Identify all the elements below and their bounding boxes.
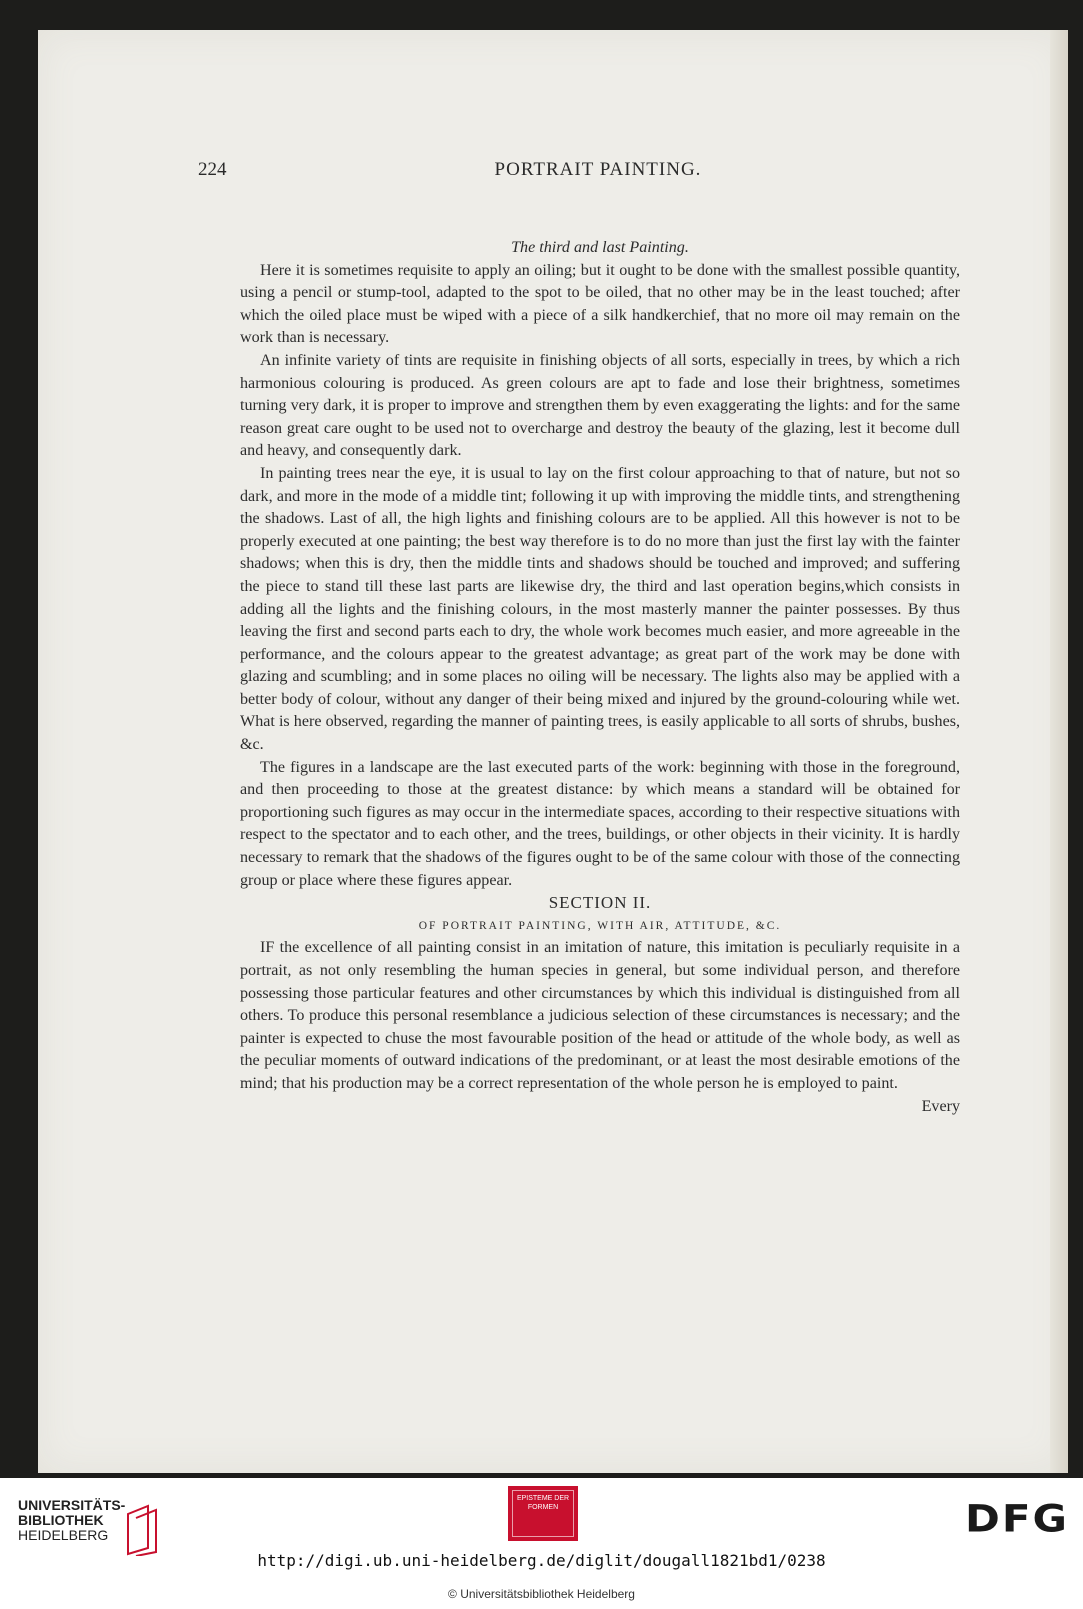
library-mark-icon (126, 1504, 166, 1556)
page-header (198, 159, 958, 199)
section-subtitle: OF PORTRAIT PAINTING, WITH AIR, ATTITUDE, &C. (418, 919, 782, 932)
page-edge (1050, 30, 1068, 1473)
body-text (240, 237, 960, 1118)
page-number: 224 (198, 159, 227, 180)
library-line-3: HEIDELBERG (18, 1527, 109, 1543)
project-logo-text: EPISTEME DER FORMEN (516, 1495, 570, 1511)
copyright-notice: © Universitätsbibliothek Heidelberg (448, 1587, 635, 1601)
project-logo-frame (512, 1490, 574, 1537)
library-name (18, 1498, 125, 1543)
library-line-1: UNIVERSITÄTS- (18, 1497, 126, 1513)
dfg-logo[interactable]: DFG (965, 1496, 1070, 1541)
project-logo[interactable] (508, 1486, 578, 1541)
library-logo[interactable] (18, 1498, 178, 1558)
subhead: The third and last Painting. (511, 239, 689, 256)
paragraph-oiling: Here it is sometimes requisite to apply an oiling; but it ought to be done with the smallest possible quantity, using a pencil or stump-tool, adapted to the spot to be oiled, that no other may be in the least touched; after which the oiled place must be wiped with a piece of a silk handkerchief, that no more oil may remain on the work than is necessary. (240, 261, 960, 347)
section-title: SECTION II. (548, 893, 652, 913)
paragraph-trees: In painting trees near the eye, it is usual to lay on the first colour approaching to that of nature, but not so dark, and more in the mode of a middle tint; following it up with improving the middle tints, and strengthening the shadows. Last of all, the high lights and finishing colours are to be applied. All this however is not to be properly executed at one painting; the best way therefore is to do no more than just the first lay with the fainter shadows; when this is dry, then the middle tints and shadows should be touched and improved; and suffering the piece to stand till these last parts are likewise dry, the third and last operation begins,which consists in adding all the lights and the finishing colours, in the most masterly manner the painter possesses. By thus leaving the first and second parts each to dry, the whole work becomes much easier, and more agreeable in the performance, and the colours appear to the greatest advantage; as great part of the work may be done with glazing and scumbling; and in some places no oiling will be necessary. The lights also may be applied with a better body of colour, without any danger of their being mixed and injured by the ground-colouring while wet. What is here observed, regarding the manner of painting trees, is easily applicable to all sorts of shrubs, bushes, &c. (240, 464, 960, 754)
paragraph-tints: An infinite variety of tints are requisite in finishing objects of all sorts, especially in trees, by which a rich harmonious colouring is produced. As green colours are apt to fade and lose their brightness, sometimes turning very dark, it is proper to improve and strengthen them by even exaggerating the lights: and for the same reason great care ought to be used not to overcharge and destroy the beauty of the glazing, lest it become dull and heavy, and consequently dark. (240, 351, 960, 460)
paragraph-figures: The figures in a landscape are the last executed parts of the work: beginning with those in the foreground, and then proceeding to those at the greatest distance: by which means a standard will be obtained for proportioning such figures as may occur in the intermediate spaces, according to their respective situations with respect to the spectator and to each other, and the trees, buildings, or other objects in their vicinity. It is hardly necessary to remark that the shadows of the figures ought to be of the same colour with those of the connecting group or place where these figures appear. (240, 758, 960, 889)
paragraph-portrait: IF the excellence of all painting consist in an imitation of nature, this imitation is peculiarly requisite in a portrait, as not only resembling the human species in general, but some individual person, and therefore possessing those particular features and other circumstances by which this individual is distinguished from all others. To produce this personal resemblance a judicious selection of these circumstances is necessary; and the painter is expected to chuse the most favourable position of the head or attitude of the whole body, as well as the peculiar moments of outward indications of the predominant, or at least the most desirable emotions of the mind; that his production may be a correct representation of the whole person he is employed to paint. (240, 939, 960, 1092)
running-title: PORTRAIT PAINTING. (494, 159, 702, 180)
library-line-2: BIBLIOTHEK (18, 1512, 104, 1528)
permalink-url[interactable]: http://digi.ub.uni-heidelberg.de/diglit/dougall1821bd1/0238 (257, 1551, 826, 1570)
catchword: Every (921, 1097, 960, 1115)
footer-bar (0, 1478, 1083, 1609)
